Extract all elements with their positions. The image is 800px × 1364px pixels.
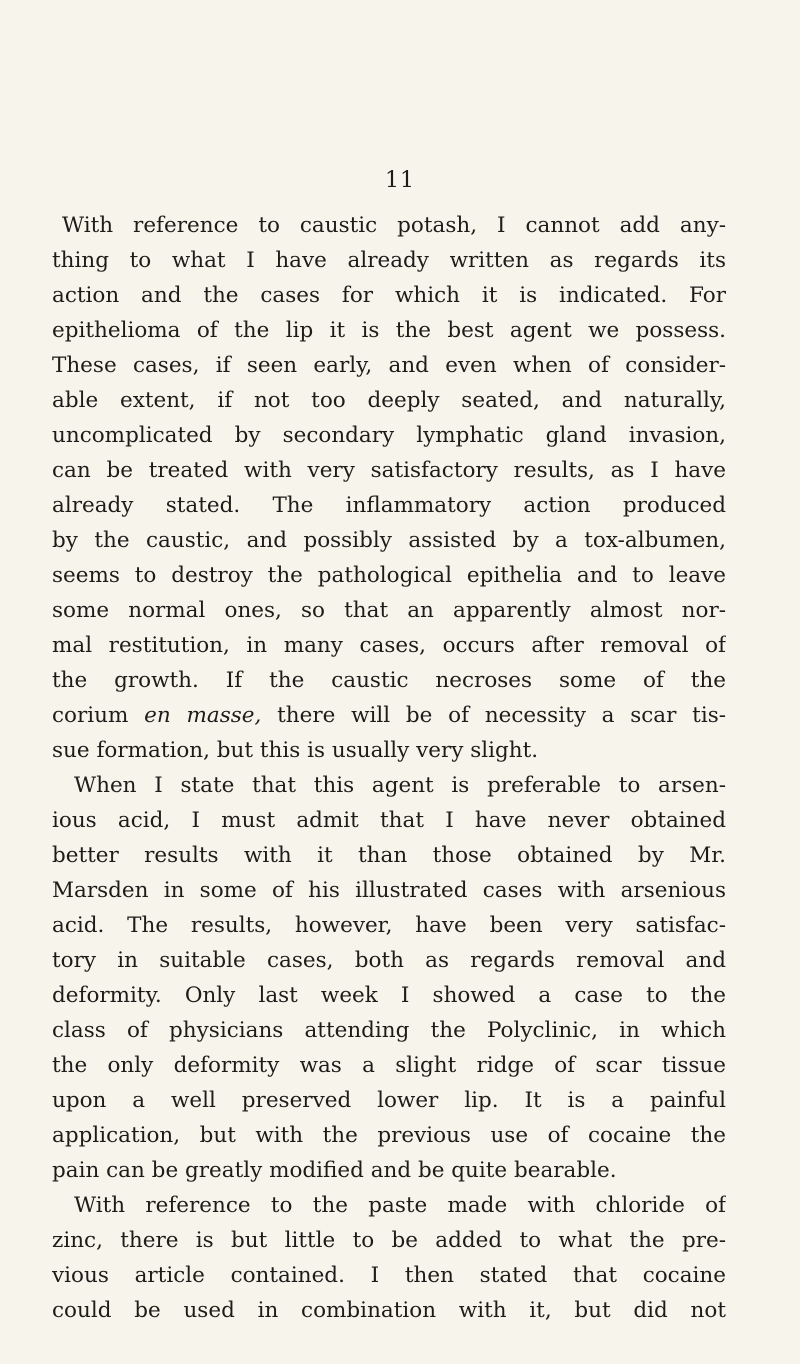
text-line: epithelioma of the lip it is the best agent we possess.	[52, 318, 726, 343]
text-line: Marsden in some of his illustrated cases with arsenious	[52, 878, 726, 903]
text-line: seems to destroy the pathological epithelia and to leave	[52, 563, 726, 588]
text-line: deformity. Only last week I showed a case to the	[52, 983, 726, 1008]
text-line: zinc, there is but little to be added to what the pre-	[52, 1228, 726, 1253]
text-line: by the caustic, and possibly assisted by a tox-albumen,	[52, 528, 726, 553]
text-segment: corium	[52, 703, 129, 728]
text-line: some normal ones, so that an apparently almost nor-	[52, 598, 726, 623]
text-line: can be treated with very satisfactory results, as I have	[52, 458, 726, 483]
text-line: the growth. If the caustic necroses some of the	[52, 668, 726, 693]
text-line: pain can be greatly modified and be quite bearable.	[52, 1158, 617, 1183]
text-line-with-italic	[52, 698, 726, 733]
text-line: ious acid, I must admit that I have never obtained	[52, 808, 726, 833]
text-line: the only deformity was a slight ridge of scar tissue	[52, 1053, 726, 1078]
text-line: application, but with the previous use of cocaine the	[52, 1123, 726, 1148]
text-line: sue formation, but this is usually very slight.	[52, 738, 539, 763]
text-line: class of physicians attending the Polyclinic, in which	[52, 1018, 726, 1043]
text-line: action and the cases for which it is indicated. For	[52, 283, 726, 308]
text-line: better results with it than those obtained by Mr.	[52, 843, 726, 868]
text-line: These cases, if seen early, and even when of consider-	[52, 353, 726, 378]
text-line: With reference to the paste made with chloride of	[74, 1193, 726, 1218]
text-line: When I state that this agent is preferable to arsen-	[74, 773, 726, 798]
text-line: acid. The results, however, have been very satisfac-	[52, 913, 726, 938]
text-line: With reference to caustic potash, I cannot add any-	[62, 213, 726, 238]
text-line: already stated. The inflammatory action produced	[52, 493, 726, 518]
text-line: able extent, if not too deeply seated, and naturally,	[52, 388, 726, 413]
page-number: 11	[385, 168, 415, 193]
text-line: thing to what I have already written as regards its	[52, 248, 726, 273]
italic-phrase: en masse,	[144, 703, 262, 728]
text-line: uncomplicated by secondary lymphatic gland invasion,	[52, 423, 726, 448]
text-segment: there will be of necessity a scar tis-	[277, 703, 726, 728]
text-line: tory in suitable cases, both as regards removal and	[52, 948, 726, 973]
text-line: mal restitution, in many cases, occurs after removal of	[52, 633, 726, 658]
text-line: upon a well preserved lower lip. It is a painful	[52, 1088, 726, 1113]
text-line: vious article contained. I then stated that cocaine	[52, 1263, 726, 1288]
body-text	[52, 208, 726, 1328]
text-line: could be used in combination with it, but did not	[52, 1298, 726, 1323]
